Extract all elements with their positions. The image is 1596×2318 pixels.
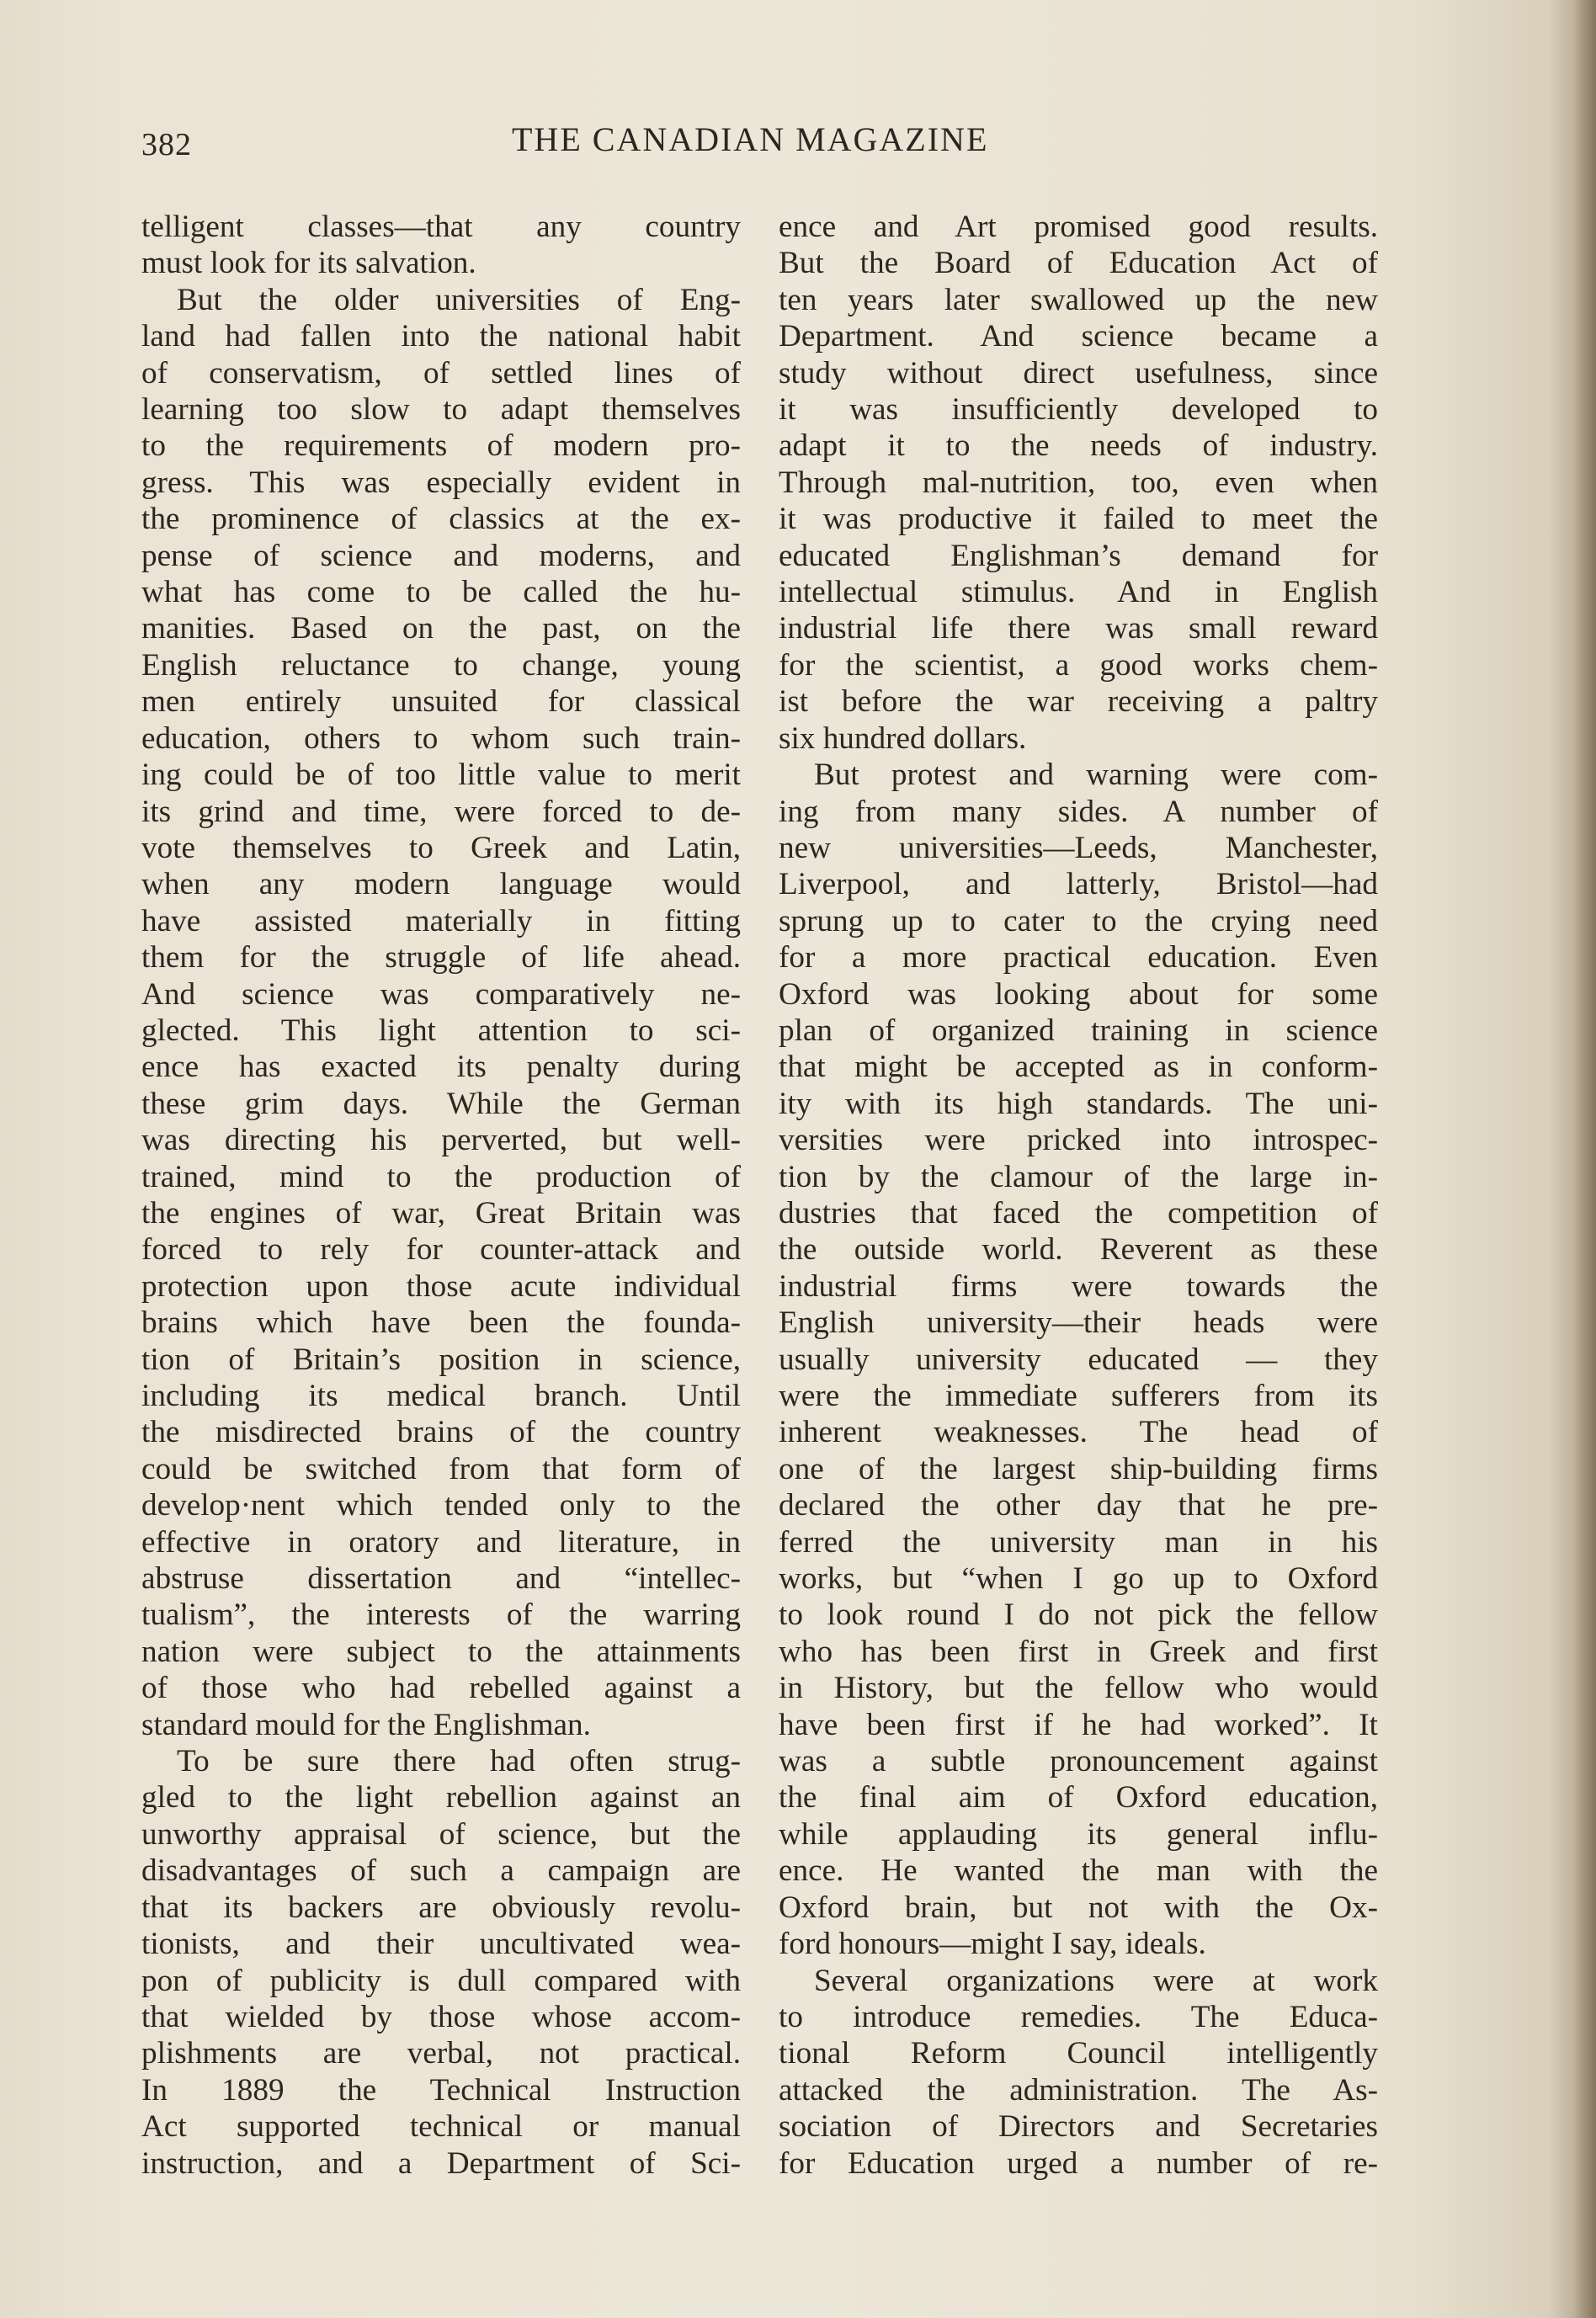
text-line: unworthy appraisal of science, but the (141, 1816, 741, 1852)
text-line: gled to the light rebellion against an (141, 1780, 741, 1816)
text-line: protection upon those acute individual (141, 1268, 741, 1304)
text-line: them for the struggle of life ahead. (141, 940, 741, 976)
text-line: nation were subject to the attainments (141, 1634, 741, 1669)
text-line: ten years later swallowed up the new (779, 282, 1378, 317)
text-line: of those who had rebelled against a (141, 1671, 741, 1706)
text-line: English university—their heads were (779, 1305, 1378, 1341)
text-line: the prominence of classics at the ex- (141, 502, 741, 537)
text-line: plishments are verbal, not practical. (141, 2036, 741, 2071)
text-line: learning too slow to adapt themselves (141, 392, 741, 428)
text-line: that its backers are obviously revolu- (141, 1890, 741, 1925)
text-line: inherent weaknesses. The head of (779, 1415, 1378, 1450)
text-line: study without direct usefulness, since (779, 355, 1378, 391)
text-line: sprung up to cater to the crying need (779, 903, 1378, 938)
text-line: To be sure there had often strug- (177, 1744, 741, 1779)
page-number: 382 (141, 127, 192, 162)
text-line: But protest and warning were com- (814, 758, 1378, 793)
text-line: land had fallen into the national habit (141, 319, 741, 354)
text-line: tion by the clamour of the large in- (779, 1159, 1378, 1194)
text-line: what has come to be called the hu- (141, 575, 741, 610)
text-line: trained, mind to the production of (141, 1159, 741, 1194)
text-line: have been first if he had worked”. It (779, 1707, 1378, 1742)
text-line: that might be accepted as in conform- (779, 1050, 1378, 1085)
text-line: ford honours—might I say, ideals. (779, 1927, 1206, 1962)
text-line: to introduce remedies. The Educa- (779, 1999, 1378, 2034)
text-line: dustries that faced the competition of (779, 1195, 1378, 1231)
text-line: ence. He wanted the man with the (779, 1853, 1378, 1889)
text-line: Through mal-nutrition, too, even when (779, 465, 1378, 500)
text-line: tionists, and their uncultivated wea- (141, 1927, 741, 1962)
text-line: plan of organized training in science (779, 1013, 1378, 1048)
text-line: But the older universities of Eng- (177, 282, 741, 317)
text-line: men entirely unsuited for classical (141, 684, 741, 720)
text-line: Oxford was looking about for some (779, 976, 1378, 1012)
text-line: for a more practical education. Even (779, 940, 1378, 976)
text-line: Several organizations were at work (814, 1963, 1378, 1998)
text-line: usually university educated — they (779, 1342, 1378, 1377)
text-line: Oxford brain, but not with the Ox- (779, 1890, 1378, 1925)
text-line: new universities—Leeds, Manchester, (779, 830, 1378, 865)
text-line: ence has exacted its penalty during (141, 1050, 741, 1085)
text-line: have assisted materially in fitting (141, 903, 741, 938)
text-line: was directing his perverted, but well- (141, 1123, 741, 1158)
text-line: develop·nent which tended only to the (141, 1488, 741, 1523)
text-line: that wielded by those whose accom- (141, 1999, 741, 2034)
text-line: manities. Based on the past, on the (141, 611, 741, 646)
text-line: when any modern language would (141, 867, 741, 902)
text-line: the engines of war, Great Britain was (141, 1195, 741, 1231)
text-line: Act supported technical or manual (141, 2109, 741, 2145)
text-line: vote themselves to Greek and Latin, (141, 830, 741, 865)
text-line: for Education urged a number of re- (779, 2145, 1378, 2181)
text-line: gress. This was especially evident in (141, 465, 741, 500)
text-line: pon of publicity is dull compared with (141, 1963, 741, 1998)
text-line: Liverpool, and latterly, Bristol—had (779, 867, 1378, 902)
text-line: was a subtle pronouncement against (779, 1744, 1378, 1779)
text-line: one of the largest ship-building firms (779, 1451, 1378, 1486)
text-line: attacked the administration. The As- (779, 2072, 1378, 2108)
text-line: to the requirements of modern pro- (141, 428, 741, 464)
binding-edge-shadow (1574, 0, 1596, 2318)
text-line: for the scientist, a good works chem- (779, 647, 1378, 683)
page-header (141, 120, 1404, 170)
text-line: tion of Britain’s position in science, (141, 1342, 741, 1377)
text-line: intellectual stimulus. And in English (779, 575, 1378, 610)
text-line: sociation of Directors and Secretaries (779, 2109, 1378, 2145)
text-line: educated Englishman’s demand for (779, 538, 1378, 573)
text-line: ist before the war receiving a paltry (779, 684, 1378, 720)
text-line: brains which have been the founda- (141, 1305, 741, 1341)
text-line: glected. This light attention to sci- (141, 1013, 741, 1048)
text-line: the outside world. Reverent as these (779, 1232, 1378, 1268)
text-line: ferred the university man in his (779, 1524, 1378, 1560)
text-line: works, but “when I go up to Oxford (779, 1561, 1378, 1597)
text-line: Department. And science became a (779, 319, 1378, 354)
text-line: its grind and time, were forced to de- (141, 794, 741, 829)
text-line: it was productive it failed to meet the (779, 502, 1378, 537)
text-line: abstruse dissertation and “intellec- (141, 1561, 741, 1597)
running-title: THE CANADIAN MAGAZINE (512, 120, 989, 158)
text-line: the final aim of Oxford education, (779, 1780, 1378, 1816)
text-line: But the Board of Education Act of (779, 246, 1378, 281)
text-line: these grim days. While the German (141, 1086, 741, 1121)
text-line: tualism”, the interests of the warring (141, 1598, 741, 1633)
text-line: disadvantages of such a campaign are (141, 1853, 741, 1889)
text-line: education, others to whom such train- (141, 720, 741, 756)
text-line: it was insufficiently developed to (779, 392, 1378, 428)
text-line: English reluctance to change, young (141, 647, 741, 683)
text-line: ing from many sides. A number of (779, 794, 1378, 829)
text-line: versities were pricked into introspec- (779, 1123, 1378, 1158)
text-line: adapt it to the needs of industry. (779, 428, 1378, 464)
text-line: industrial life there was small reward (779, 611, 1378, 646)
text-line: And science was comparatively ne- (141, 976, 741, 1012)
text-line: forced to rely for counter-attack and (141, 1232, 741, 1268)
text-line: In 1889 the Technical Instruction (141, 2072, 741, 2108)
text-line: were the immediate sufferers from its (779, 1379, 1378, 1413)
text-line: to look round I do not pick the fellow (779, 1598, 1378, 1633)
text-line: declared the other day that he pre- (779, 1488, 1378, 1523)
text-line: pense of science and moderns, and (141, 538, 741, 573)
text-line: six hundred dollars. (779, 720, 1027, 756)
text-line: in History, but the fellow who would (779, 1671, 1378, 1706)
text-line: of conservatism, of settled lines of (141, 355, 741, 391)
text-line: who has been first in Greek and first (779, 1634, 1378, 1669)
text-line: tional Reform Council intelligently (779, 2036, 1378, 2071)
text-line: standard mould for the Englishman. (141, 1707, 591, 1742)
text-line: while applauding its general influ- (779, 1816, 1378, 1852)
left-column (141, 209, 741, 2182)
text-line: instruction, and a Department of Sci- (141, 2145, 741, 2181)
text-line: effective in oratory and literature, in (141, 1524, 741, 1560)
text-line: must look for its salvation. (141, 246, 476, 281)
text-line: the misdirected brains of the country (141, 1415, 741, 1450)
text-line: ing could be of too little value to merit (141, 758, 741, 793)
text-line: ity with its high standards. The uni- (779, 1086, 1378, 1121)
right-column (779, 209, 1378, 2182)
text-line: including its medical branch. Until (141, 1379, 741, 1413)
text-line: ence and Art promised good results. (779, 210, 1378, 244)
text-line: industrial firms were towards the (779, 1268, 1378, 1304)
text-line: telligent classes—that any country (141, 210, 741, 244)
text-line: could be switched from that form of (141, 1451, 741, 1486)
